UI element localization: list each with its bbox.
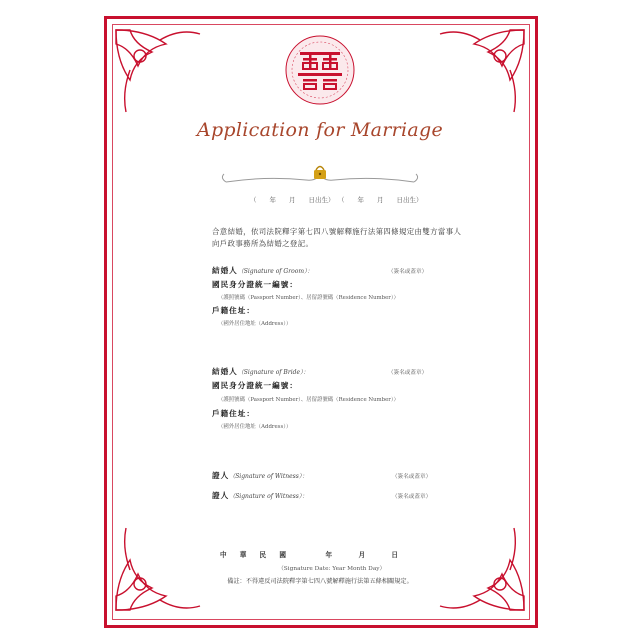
bride-id-label: 國民身分證統一編號： bbox=[212, 381, 298, 390]
groom-passport-line: （護照號碼（Passport Number）、居留證號碼（Residence Number）） bbox=[218, 295, 399, 301]
signature-date-line: 中 華 民 國 年 月 日 bbox=[220, 551, 399, 559]
groom-address-label: 戶籍住址： bbox=[212, 306, 255, 315]
bride-birthdate: （ 年 月 日出生） bbox=[338, 196, 423, 204]
groom-id-label: 國民身分證統一編號： bbox=[212, 280, 298, 289]
intro-line-1: 合意結婚，依司法院釋字第七四八號解釋施行法第四條規定由雙方當事人 bbox=[212, 227, 462, 236]
witness-2-sign-hint: （簽名或蓋章） bbox=[392, 494, 432, 500]
signature-date-en: （Signature Date: Year Month Day） bbox=[278, 566, 386, 572]
form-title: Application for Marriage bbox=[196, 119, 444, 141]
bride-passport-line: （護照號碼（Passport Number）、居留證號碼（Residence Number）） bbox=[218, 397, 399, 403]
groom-signature-label: 結婚人（Signature of Groom）： bbox=[212, 266, 314, 275]
footnote: 備註：不得違反司法院釋字第七四八號解釋施行法第五條相關規定。 bbox=[227, 578, 413, 585]
bride-address-label: 戶籍住址： bbox=[212, 409, 255, 418]
bride-address-line: （國外居住地址（Address）） bbox=[218, 424, 292, 430]
intro-line-2: 向戶政事務所為結婚之登記。 bbox=[212, 239, 314, 248]
groom-birthdate: （ 年 月 日出生） bbox=[250, 196, 335, 204]
bride-sign-hint: （簽名或蓋章） bbox=[388, 370, 428, 376]
groom-address-line: （國外居住地址（Address）） bbox=[218, 321, 292, 327]
witness-1-label: 證人（Signature of Witness）： bbox=[212, 471, 308, 480]
witness-2-label: 證人（Signature of Witness）： bbox=[212, 491, 308, 500]
groom-sign-hint: （簽名或蓋章） bbox=[388, 269, 428, 275]
witness-1-sign-hint: （簽名或蓋章） bbox=[392, 474, 432, 480]
bride-signature-label: 結婚人（Signature of Bride）： bbox=[212, 367, 310, 376]
inner-border bbox=[112, 24, 530, 620]
